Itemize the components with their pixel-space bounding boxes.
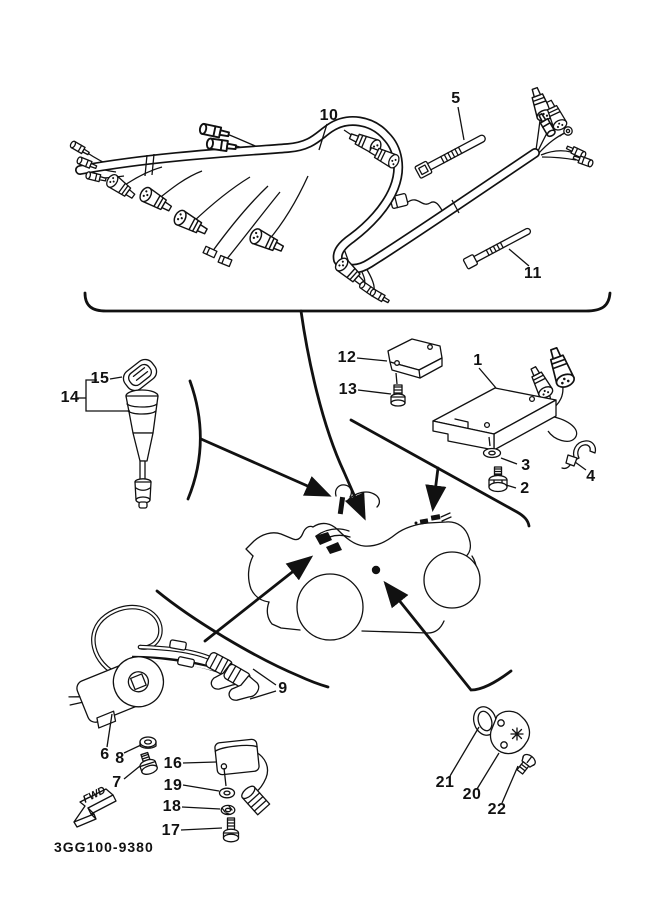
relay-group xyxy=(214,739,269,842)
atv-silhouette xyxy=(246,485,480,640)
callout-4: 4 xyxy=(586,468,596,485)
callout-18: 18 xyxy=(162,798,182,815)
part-code: 3GG100-9380 xyxy=(54,839,154,855)
pickup-coil-group xyxy=(386,584,537,776)
switch-group-bracket xyxy=(188,381,200,499)
cdi-unit-group xyxy=(433,346,595,492)
callout-6: 6 xyxy=(100,746,110,763)
callout-3: 3 xyxy=(521,457,531,474)
main-switch-group xyxy=(120,356,160,508)
callout-10: 10 xyxy=(319,107,339,124)
rectifier-group xyxy=(388,339,442,406)
callout-17: 17 xyxy=(161,822,181,839)
callout-21: 21 xyxy=(435,774,455,791)
callout-12: 12 xyxy=(337,349,357,366)
fwd-label: FWD xyxy=(80,784,108,806)
callout-8: 8 xyxy=(115,750,125,767)
callout-5: 5 xyxy=(451,90,461,107)
band-5 xyxy=(415,131,488,178)
callout-7: 7 xyxy=(112,774,122,791)
callout-20: 20 xyxy=(462,786,482,803)
callout-11: 11 xyxy=(524,265,542,282)
callout-14: 14 xyxy=(60,389,80,406)
fwd-marker xyxy=(74,784,116,827)
coil-location-arrow xyxy=(205,558,310,641)
cdi-location-arrow xyxy=(433,468,438,508)
callout-15: 15 xyxy=(90,370,110,387)
callout-22: 22 xyxy=(487,801,507,818)
callout-13: 13 xyxy=(338,381,358,398)
callout-9: 9 xyxy=(278,680,288,697)
switch-location-arrow xyxy=(201,439,328,495)
callout-19: 19 xyxy=(163,777,183,794)
callout-2: 2 xyxy=(520,480,530,497)
band-11 xyxy=(463,225,533,269)
callout-1: 1 xyxy=(473,352,483,369)
callout-16: 16 xyxy=(163,755,183,772)
